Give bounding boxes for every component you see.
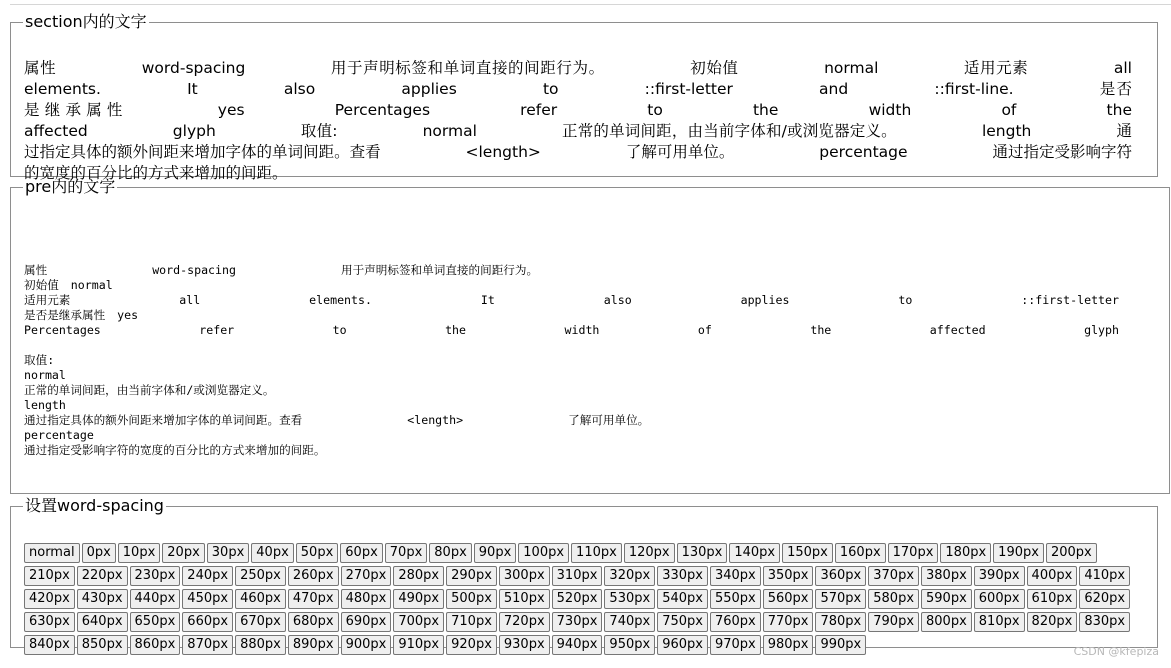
word-spacing-button[interactable]: 240px: [182, 566, 233, 586]
button-row: [24, 543, 1144, 564]
word-spacing-button[interactable]: 230px: [130, 566, 181, 586]
word-spacing-button[interactable]: 620px: [1079, 589, 1130, 609]
word-spacing-button[interactable]: 680px: [288, 612, 339, 632]
word-spacing-button[interactable]: 820px: [1027, 612, 1078, 632]
word-spacing-button[interactable]: 640px: [77, 612, 128, 632]
button-row: [24, 589, 1144, 610]
word-spacing-button[interactable]: 870px: [182, 635, 233, 655]
word-spacing-button[interactable]: 370px: [868, 566, 919, 586]
word-spacing-button[interactable]: 10px: [118, 543, 161, 563]
word-spacing-button[interactable]: 440px: [130, 589, 181, 609]
word-spacing-button[interactable]: 30px: [207, 543, 250, 563]
word-spacing-button[interactable]: 920px: [446, 635, 497, 655]
word-spacing-button[interactable]: 790px: [868, 612, 919, 632]
word-spacing-button[interactable]: 340px: [710, 566, 761, 586]
word-spacing-button[interactable]: 390px: [974, 566, 1025, 586]
pre-word: Percentages: [24, 323, 101, 337]
word-spacing-button[interactable]: 40px: [251, 543, 294, 563]
pre-word: the: [445, 323, 467, 337]
pre-word: of: [697, 323, 712, 337]
word-spacing-button[interactable]: 380px: [921, 566, 972, 586]
pre-word: ::first-letter: [1021, 293, 1119, 307]
word-spacing-button[interactable]: 880px: [235, 635, 286, 655]
pre-word: also: [603, 293, 632, 307]
word-spacing-button[interactable]: 310px: [552, 566, 603, 586]
spacing-button-grid: [24, 543, 1144, 658]
word-spacing-button[interactable]: 910px: [393, 635, 444, 655]
word-spacing-button[interactable]: 470px: [288, 589, 339, 609]
word-spacing-button[interactable]: 410px: [1079, 566, 1130, 586]
pre-fieldset: [10, 178, 1170, 494]
pre-word: yes: [117, 308, 139, 322]
word-spacing-button[interactable]: 590px: [921, 589, 972, 609]
pre-legend: pre内的文字: [25, 177, 116, 196]
word-spacing-button[interactable]: 130px: [677, 543, 728, 563]
pre-word: normal: [24, 368, 66, 382]
pre-word: affected: [929, 323, 986, 337]
word-spacing-button[interactable]: 260px: [288, 566, 339, 586]
pre-word: word-spacing: [152, 263, 236, 277]
word-spacing-button[interactable]: 360px: [815, 566, 866, 586]
word-spacing-button[interactable]: 990px: [815, 635, 866, 655]
pre-word: It: [480, 293, 495, 307]
word-spacing-button[interactable]: 210px: [24, 566, 75, 586]
word-spacing-button[interactable]: 550px: [710, 589, 761, 609]
word-spacing-button[interactable]: 90px: [474, 543, 517, 563]
word-spacing-button[interactable]: 80px: [429, 543, 472, 563]
word-spacing-button[interactable]: 930px: [499, 635, 550, 655]
pre-word: width: [564, 323, 600, 337]
word-spacing-button[interactable]: 0px: [82, 543, 116, 563]
word-spacing-button[interactable]: 50px: [296, 543, 339, 563]
watermark: CSDN @kfepiza: [1073, 645, 1159, 658]
word-spacing-button[interactable]: 630px: [24, 612, 75, 632]
word-spacing-button[interactable]: 400px: [1027, 566, 1078, 586]
word-spacing-button[interactable]: 200px: [1046, 543, 1097, 563]
top-divider: [10, 4, 1171, 5]
word-spacing-button[interactable]: 750px: [657, 612, 708, 632]
word-spacing-button[interactable]: 830px: [1079, 612, 1130, 632]
pre-word: 属性: [24, 263, 48, 277]
word-spacing-button[interactable]: 970px: [710, 635, 761, 655]
pre-word: applies: [740, 293, 790, 307]
pre-word: 是否是继承属性: [24, 308, 106, 322]
word-spacing-legend: 设置word-spacing: [25, 496, 164, 515]
word-spacing-button[interactable]: normal: [24, 543, 80, 563]
word-spacing-button[interactable]: 810px: [974, 612, 1025, 632]
word-spacing-button[interactable]: 70px: [385, 543, 428, 563]
word-spacing-button[interactable]: 500px: [446, 589, 497, 609]
pre-word: 适用元素: [24, 293, 71, 307]
word-spacing-button[interactable]: 560px: [763, 589, 814, 609]
pre-word: 初始值: [24, 278, 59, 292]
pre-word: to: [332, 323, 347, 337]
word-spacing-button[interactable]: 710px: [446, 612, 497, 632]
word-spacing-button[interactable]: 330px: [657, 566, 708, 586]
word-spacing-button[interactable]: 530px: [604, 589, 655, 609]
pre-word: to: [898, 293, 913, 307]
word-spacing-button[interactable]: 850px: [77, 635, 128, 655]
word-spacing-button[interactable]: 320px: [604, 566, 655, 586]
word-spacing-button[interactable]: 290px: [446, 566, 497, 586]
button-row: [24, 566, 1144, 587]
word-spacing-button[interactable]: 540px: [657, 589, 708, 609]
word-spacing-button[interactable]: 660px: [182, 612, 233, 632]
word-spacing-button[interactable]: 940px: [552, 635, 603, 655]
word-spacing-button[interactable]: 350px: [763, 566, 814, 586]
word-spacing-button[interactable]: 580px: [868, 589, 919, 609]
word-spacing-button[interactable]: 190px: [993, 543, 1044, 563]
word-spacing-button[interactable]: 460px: [235, 589, 286, 609]
word-spacing-button[interactable]: 670px: [235, 612, 286, 632]
pre-word: 了解可用单位。: [568, 413, 650, 427]
pre-word: percentage: [24, 428, 94, 442]
section-text: 属性 word-spacing 用于声明标签和单词直接的间距行为。 初始值 normal 适用元素 all elements. It also applies to ::first-letter and ::first-line. 是否是继承属性 yes Percentages refer to the width of the affected glyph 取值: normal 正常的单词间距，由当前字体和/或浏览器定义。 length 通过指定具体的额外间距来增加字体的单词间距。查看 <length> 了解可用单位。 percentage 通过指定受影响字符的宽度的百分比的方式来增加的间距。: [24, 59, 1132, 182]
word-spacing-button[interactable]: 860px: [130, 635, 181, 655]
word-spacing-button[interactable]: 140px: [729, 543, 780, 563]
word-spacing-button[interactable]: 800px: [921, 612, 972, 632]
word-spacing-button[interactable]: 520px: [552, 589, 603, 609]
word-spacing-button[interactable]: 510px: [499, 589, 550, 609]
section-fieldset: [10, 12, 1158, 182]
word-spacing-button[interactable]: 760px: [710, 612, 761, 632]
word-spacing-button[interactable]: 150px: [782, 543, 833, 563]
word-spacing-button[interactable]: 890px: [288, 635, 339, 655]
word-spacing-button[interactable]: 480px: [341, 589, 392, 609]
word-spacing-button[interactable]: 420px: [24, 589, 75, 609]
word-spacing-button[interactable]: 490px: [393, 589, 444, 609]
word-spacing-button[interactable]: 720px: [499, 612, 550, 632]
word-spacing-button[interactable]: 120px: [624, 543, 675, 563]
word-spacing-button[interactable]: 20px: [162, 543, 205, 563]
word-spacing-button[interactable]: 690px: [341, 612, 392, 632]
pre-word: length: [24, 398, 66, 412]
word-spacing-button[interactable]: 840px: [24, 635, 75, 655]
word-spacing-button[interactable]: 250px: [235, 566, 286, 586]
pre-word: normal: [70, 278, 113, 292]
word-spacing-button[interactable]: 730px: [552, 612, 603, 632]
word-spacing-button[interactable]: 980px: [763, 635, 814, 655]
word-spacing-button[interactable]: 740px: [604, 612, 655, 632]
word-spacing-button[interactable]: 60px: [340, 543, 383, 563]
word-spacing-button[interactable]: 170px: [888, 543, 939, 563]
word-spacing-button[interactable]: 960px: [657, 635, 708, 655]
word-spacing-button[interactable]: 100px: [518, 543, 569, 563]
button-row: [24, 612, 1144, 633]
pre-word: 用于声明标签和单词直接的间距行为。: [340, 263, 539, 277]
word-spacing-button[interactable]: 700px: [393, 612, 444, 632]
pre-word: 取值:: [24, 353, 55, 367]
word-spacing-button[interactable]: 220px: [77, 566, 128, 586]
word-spacing-button[interactable]: 430px: [77, 589, 128, 609]
word-spacing-button[interactable]: 280px: [393, 566, 444, 586]
word-spacing-button[interactable]: 300px: [499, 566, 550, 586]
word-spacing-button[interactable]: 950px: [604, 635, 655, 655]
word-spacing-button[interactable]: 270px: [341, 566, 392, 586]
pre-word: 通过指定具体的额外间距来增加字体的单词间距。查看: [24, 413, 303, 427]
pre-word: all: [179, 293, 201, 307]
pre-word: <length>: [407, 413, 464, 427]
word-spacing-button[interactable]: 450px: [182, 589, 233, 609]
pre-word: the: [810, 323, 832, 337]
pre-word: 正常的单词间距，由当前字体和/或浏览器定义。: [24, 383, 275, 397]
word-spacing-button[interactable]: 110px: [571, 543, 622, 563]
word-spacing-button[interactable]: 650px: [130, 612, 181, 632]
button-row: [24, 635, 1144, 656]
word-spacing-button[interactable]: 770px: [763, 612, 814, 632]
word-spacing-button[interactable]: 180px: [940, 543, 991, 563]
word-spacing-button[interactable]: 610px: [1027, 589, 1078, 609]
word-spacing-button[interactable]: 160px: [835, 543, 886, 563]
pre-word: glyph: [1084, 323, 1119, 337]
word-spacing-button[interactable]: 900px: [341, 635, 392, 655]
section-legend: section内的文字: [25, 12, 147, 31]
word-spacing-button[interactable]: 570px: [815, 589, 866, 609]
word-spacing-button[interactable]: 600px: [974, 589, 1025, 609]
pre-word: elements.: [309, 293, 372, 307]
pre-word: refer: [199, 323, 235, 337]
pre-word: 通过指定受影响字符的宽度的百分比的方式来增加的间距。: [24, 443, 326, 457]
word-spacing-button[interactable]: 780px: [815, 612, 866, 632]
